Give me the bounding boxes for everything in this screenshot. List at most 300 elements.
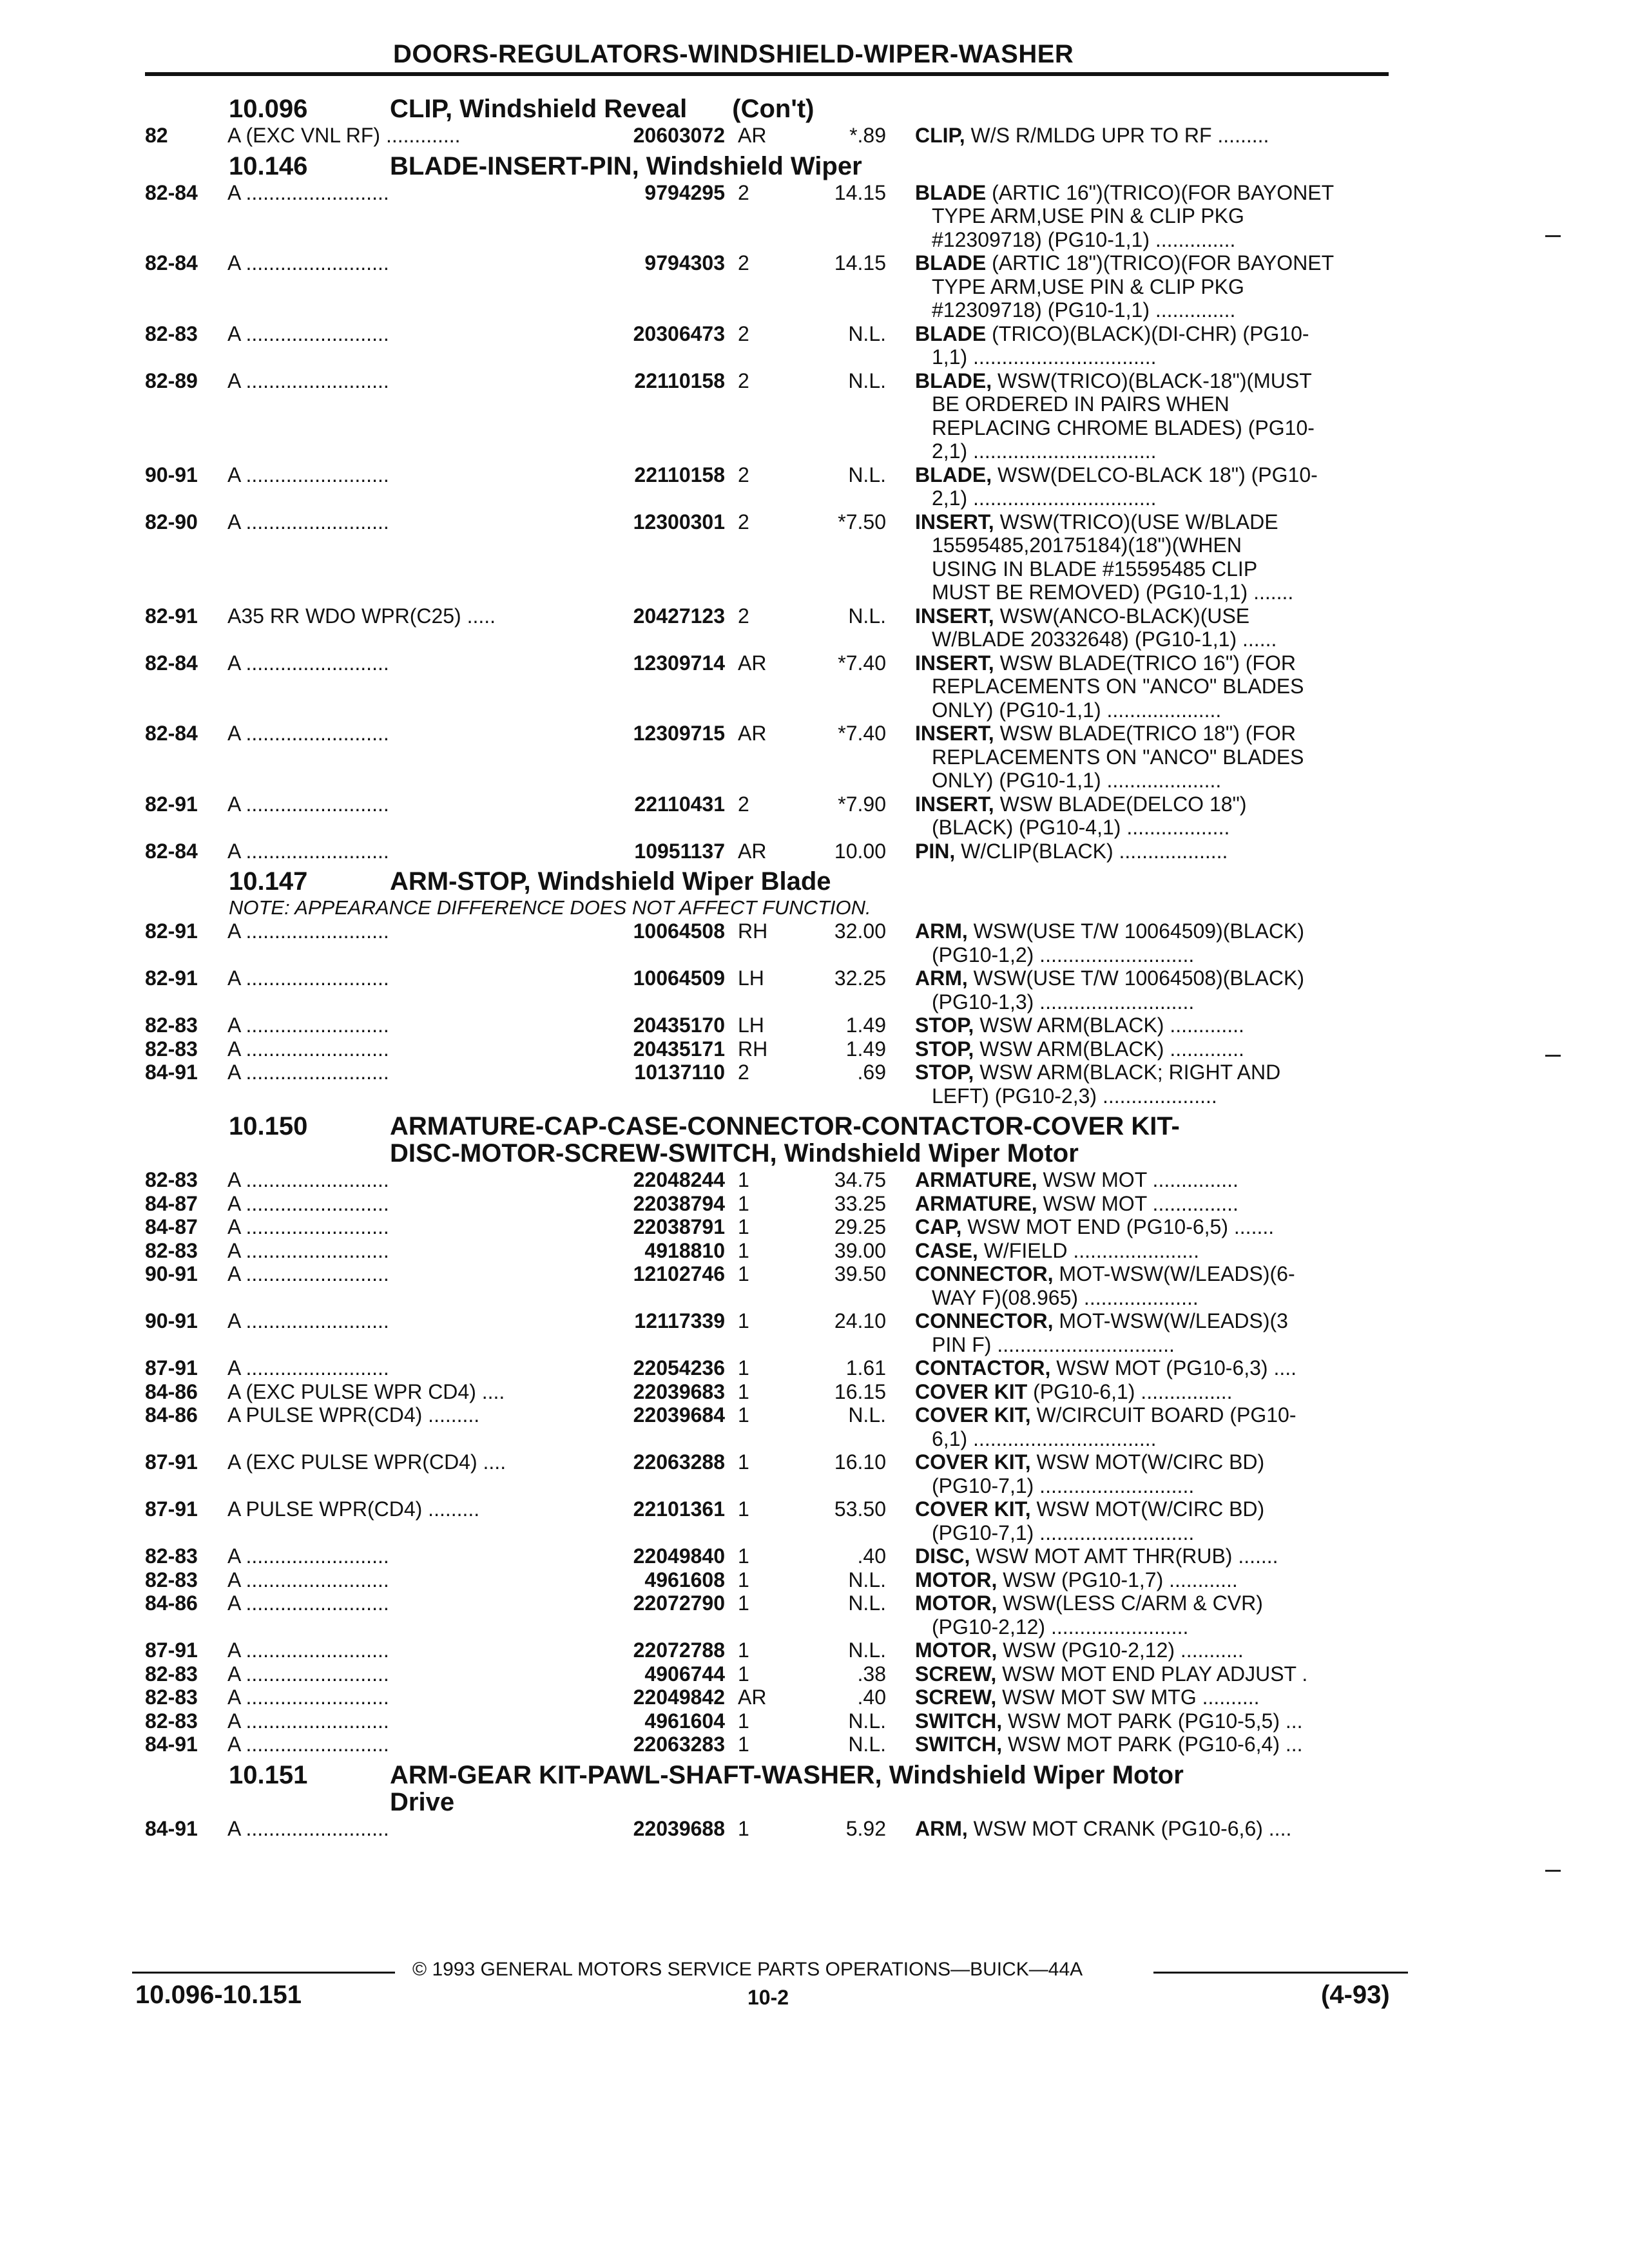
description-line xyxy=(915,1286,1392,1310)
price: 53.50 xyxy=(834,1497,886,1521)
part-row xyxy=(145,1215,1392,1239)
description-text: 2,1) ................................ xyxy=(932,486,1157,510)
part-row xyxy=(145,322,1392,369)
description xyxy=(915,510,1392,604)
part-row xyxy=(145,1544,1392,1568)
application: A ......................... xyxy=(227,1238,389,1262)
application: A ......................... xyxy=(227,966,389,990)
application: A ......................... xyxy=(227,322,389,345)
part-row xyxy=(145,1709,1392,1733)
description xyxy=(915,722,1392,793)
description xyxy=(915,1215,1392,1239)
part-number: 10951137 xyxy=(634,839,725,863)
description-text: WSW MOT PARK (PG10-6,4) ... xyxy=(1002,1733,1303,1756)
quantity: 2 xyxy=(738,180,749,204)
price: 39.00 xyxy=(834,1238,886,1262)
description-line xyxy=(915,1084,1392,1108)
description-text: (PG10-7,1) ........................... xyxy=(932,1521,1195,1544)
part-row xyxy=(145,1733,1392,1756)
section-title-text: ARMATURE-CAP-CASE-CONNECTOR-CONTACTOR-COVER KIT- xyxy=(390,1112,1180,1140)
section-number: 10.096 xyxy=(229,95,308,123)
description-line xyxy=(915,1037,1392,1061)
description-text: W/S R/MLDG UPR TO RF ......... xyxy=(965,124,1269,147)
part-number: 22072790 xyxy=(633,1591,725,1615)
quantity: 2 xyxy=(738,604,749,628)
part-number: 22110431 xyxy=(634,792,725,816)
description-line xyxy=(915,698,1392,722)
description-line xyxy=(915,1733,1392,1756)
description-text: WSW(USE T/W 10064509)(BLACK) xyxy=(967,919,1304,943)
part-row xyxy=(145,510,1392,604)
quantity: 1 xyxy=(738,1662,749,1686)
description-text: (PG10-7,1) ........................... xyxy=(932,1474,1195,1497)
description xyxy=(915,1662,1392,1686)
description-line xyxy=(915,1014,1392,1037)
footer-rule-right xyxy=(1153,1972,1408,1974)
description-text: #12309718) (PG10-1,1) .............. xyxy=(932,227,1236,251)
quantity: LH xyxy=(738,1014,764,1037)
part-row xyxy=(145,1309,1392,1356)
application: A (EXC PULSE WPR(CD4) .... xyxy=(227,1450,506,1474)
part-row xyxy=(145,604,1392,651)
price: 1.49 xyxy=(845,1037,886,1061)
description xyxy=(915,1591,1392,1639)
part-row xyxy=(145,463,1392,510)
price: 16.10 xyxy=(834,1450,886,1474)
description-line xyxy=(915,840,1392,863)
part-number: 22039683 xyxy=(633,1379,725,1403)
description xyxy=(915,1497,1392,1544)
description-line xyxy=(915,966,1392,990)
part-row xyxy=(145,124,1392,148)
parts-list xyxy=(145,90,1392,1840)
part-row xyxy=(145,1239,1392,1263)
part-number: 22038794 xyxy=(633,1191,725,1215)
section-number: 10.150 xyxy=(229,1112,308,1140)
model-years: 82-83 xyxy=(145,322,198,345)
description xyxy=(915,1262,1392,1309)
description-line xyxy=(915,1168,1392,1192)
part-number: 20603072 xyxy=(633,124,725,147)
model-years: 87-91 xyxy=(145,1497,198,1521)
price: 16.15 xyxy=(834,1379,886,1403)
part-number: 22039688 xyxy=(633,1816,725,1840)
description-line xyxy=(915,651,1392,675)
description-keyword: COVER KIT, xyxy=(915,1403,1031,1427)
part-row xyxy=(145,1192,1392,1216)
description-line xyxy=(915,416,1392,440)
description-keyword: CAP, xyxy=(915,1215,962,1238)
price: 1.61 xyxy=(845,1356,886,1379)
description-text: REPLACING CHROME BLADES) (PG10- xyxy=(932,416,1315,439)
quantity: 1 xyxy=(738,1568,749,1591)
model-years: 84-87 xyxy=(145,1191,198,1215)
part-number: 10064508 xyxy=(633,919,725,943)
model-years: 82-83 xyxy=(145,1544,198,1568)
header-rule xyxy=(145,72,1389,76)
description xyxy=(915,1239,1392,1263)
model-years: 82-84 xyxy=(145,651,198,675)
price: 32.00 xyxy=(834,919,886,943)
price: 34.75 xyxy=(834,1168,886,1191)
description xyxy=(915,1037,1392,1061)
description-line xyxy=(915,124,1392,148)
description xyxy=(915,1709,1392,1733)
price: 14.15 xyxy=(834,251,886,274)
quantity: 1 xyxy=(738,1262,749,1285)
description-keyword: INSERT, xyxy=(915,510,994,533)
part-row xyxy=(145,1014,1392,1037)
description-line xyxy=(915,345,1392,369)
description xyxy=(915,793,1392,840)
part-number: 4961608 xyxy=(644,1568,725,1591)
description-keyword: MOTOR, xyxy=(915,1639,998,1662)
description-text: BE ORDERED IN PAIRS WHEN xyxy=(932,392,1229,416)
price: N.L. xyxy=(848,322,886,345)
model-years: 82-83 xyxy=(145,1238,198,1262)
model-years: 82-91 xyxy=(145,919,198,943)
description-line xyxy=(915,1817,1392,1841)
description xyxy=(915,1450,1392,1497)
part-row xyxy=(145,1686,1392,1709)
model-years: 82-83 xyxy=(145,1662,198,1686)
section-title-text: ARM-GEAR KIT-PAWL-SHAFT-WASHER, Windshield Wiper Motor xyxy=(390,1760,1184,1789)
description-line xyxy=(915,439,1392,463)
description-keyword: ARM, xyxy=(915,1816,968,1840)
part-row xyxy=(145,840,1392,863)
margin-tick xyxy=(1545,235,1561,237)
description-keyword: INSERT, xyxy=(915,722,994,745)
application: A ......................... xyxy=(227,180,389,204)
description xyxy=(915,966,1392,1014)
description-keyword: SWITCH, xyxy=(915,1733,1003,1756)
description-keyword: ARMATURE, xyxy=(915,1168,1037,1191)
description-keyword: BLADE xyxy=(915,251,987,274)
description-line xyxy=(915,745,1392,769)
part-row xyxy=(145,793,1392,840)
quantity: 1 xyxy=(738,1709,749,1733)
section-title-text: CLIP, Windshield Reveal xyxy=(390,95,688,123)
description-line xyxy=(915,943,1392,967)
description-keyword: BLADE, xyxy=(915,369,992,392)
description-text: WSW BLADE(DELCO 18") xyxy=(994,792,1247,816)
description-text: WSW MOT(W/CIRC BD) xyxy=(1030,1497,1265,1521)
part-number: 20435170 xyxy=(633,1014,725,1037)
part-number: 12300301 xyxy=(633,510,725,533)
description-line xyxy=(915,228,1392,252)
price: .40 xyxy=(857,1686,886,1709)
description-text: WSW(TRICO)(USE W/BLADE xyxy=(994,510,1278,533)
application: A ......................... xyxy=(227,792,389,816)
part-row xyxy=(145,369,1392,463)
model-years: 90-91 xyxy=(145,1262,198,1285)
description-line xyxy=(915,1615,1392,1639)
description xyxy=(915,369,1392,463)
part-row xyxy=(145,1639,1392,1662)
description-keyword: CLIP, xyxy=(915,124,965,147)
description-text: 6,1) ................................ xyxy=(932,1427,1157,1450)
part-row xyxy=(145,919,1392,966)
description-text: W/CLIP(BLACK) ................... xyxy=(955,839,1228,863)
description-line xyxy=(915,557,1392,581)
quantity: 1 xyxy=(738,1309,749,1332)
part-number: 12102746 xyxy=(633,1262,725,1285)
price: .38 xyxy=(857,1662,886,1686)
description-keyword: INSERT, xyxy=(915,604,994,628)
application: A ......................... xyxy=(227,1014,389,1037)
description-keyword: INSERT, xyxy=(915,651,994,675)
model-years: 84-91 xyxy=(145,1733,198,1756)
model-years: 84-91 xyxy=(145,1061,198,1084)
description-keyword: STOP, xyxy=(915,1037,974,1061)
section-number: 10.147 xyxy=(229,867,308,896)
price: 39.50 xyxy=(834,1262,886,1285)
part-number: 22110158 xyxy=(634,369,725,392)
application: A ......................... xyxy=(227,1191,389,1215)
application: A ......................... xyxy=(227,510,389,533)
price: 33.25 xyxy=(834,1191,886,1215)
part-row xyxy=(145,1380,1392,1404)
quantity: 1 xyxy=(738,1356,749,1379)
footer-copyright: © 1993 GENERAL MOTORS SERVICE PARTS OPERATIONS—BUICK—44A xyxy=(412,1959,1083,1980)
section-title-continuation: DISC-MOTOR-SCREW-SWITCH, Windshield Wiper Motor xyxy=(390,1139,1079,1168)
model-years: 87-91 xyxy=(145,1450,198,1474)
description xyxy=(915,840,1392,863)
description-line xyxy=(915,1521,1392,1545)
description xyxy=(915,124,1392,148)
application: A ......................... xyxy=(227,1037,389,1061)
part-number: 22049842 xyxy=(633,1686,725,1709)
quantity: 1 xyxy=(738,1591,749,1615)
description-line xyxy=(915,1380,1392,1404)
description xyxy=(915,1639,1392,1662)
description-keyword: STOP, xyxy=(915,1014,974,1037)
description-line xyxy=(915,1662,1392,1686)
application: A ......................... xyxy=(227,1816,389,1840)
part-number: 12117339 xyxy=(634,1309,725,1332)
description-keyword: MOTOR, xyxy=(915,1591,998,1615)
description-line xyxy=(915,1403,1392,1427)
description xyxy=(915,1817,1392,1841)
price: N.L. xyxy=(848,1709,886,1733)
part-number: 22101361 xyxy=(633,1497,725,1521)
price: N.L. xyxy=(848,369,886,392)
model-years: 82-83 xyxy=(145,1709,198,1733)
description xyxy=(915,1544,1392,1568)
price: *7.40 xyxy=(838,651,886,675)
quantity: 2 xyxy=(738,1061,749,1084)
quantity: 1 xyxy=(738,1191,749,1215)
description-line xyxy=(915,1061,1392,1084)
description-text: WSW(USE T/W 10064508)(BLACK) xyxy=(967,966,1304,990)
price: N.L. xyxy=(848,463,886,486)
description-text: WSW MOT ............... xyxy=(1037,1191,1239,1215)
part-row xyxy=(145,1168,1392,1192)
description-text: LEFT) (PG10-2,3) .................... xyxy=(932,1084,1217,1108)
price: 10.00 xyxy=(834,839,886,863)
section-title-text: BLADE-INSERT-PIN, Windshield Wiper xyxy=(390,151,862,180)
quantity: RH xyxy=(738,919,768,943)
model-years: 82-83 xyxy=(145,1037,198,1061)
model-years: 90-91 xyxy=(145,1309,198,1332)
model-years: 82-83 xyxy=(145,1014,198,1037)
model-years: 84-86 xyxy=(145,1403,198,1427)
description-line xyxy=(915,392,1392,416)
description-text: WSW MOT END (PG10-6,5) ....... xyxy=(961,1215,1275,1238)
section-number: 10.151 xyxy=(229,1760,308,1789)
description-text: WSW MOT END PLAY ADJUST . xyxy=(996,1662,1308,1686)
application: A ......................... xyxy=(227,651,389,675)
description-text: USING IN BLADE #15595485 CLIP xyxy=(932,557,1258,581)
model-years: 82-84 xyxy=(145,251,198,274)
description-text: REPLACEMENTS ON "ANCO" BLADES xyxy=(932,675,1304,698)
description-keyword: ARMATURE, xyxy=(915,1191,1037,1215)
description-line xyxy=(915,1215,1392,1239)
description-text: TYPE ARM,USE PIN & CLIP PKG xyxy=(932,204,1244,227)
part-number: 20427123 xyxy=(633,604,725,628)
description-text: WSW MOT ............... xyxy=(1037,1168,1239,1191)
part-number: 9794303 xyxy=(644,251,725,274)
application: A ......................... xyxy=(227,251,389,274)
description-text: WAY F)(08.965) .................... xyxy=(932,1285,1199,1309)
part-row xyxy=(145,1403,1392,1450)
part-number: 20435171 xyxy=(633,1037,725,1061)
quantity: 2 xyxy=(738,510,749,533)
description-keyword: BLADE xyxy=(915,322,987,345)
application: A (EXC PULSE WPR CD4) .... xyxy=(227,1379,505,1403)
description-line xyxy=(915,1591,1392,1615)
part-row xyxy=(145,1037,1392,1061)
part-row xyxy=(145,1061,1392,1108)
price: *7.50 xyxy=(838,510,886,533)
description-text: WSW(DELCO-BLACK 18") (PG10- xyxy=(992,463,1318,486)
part-number: 4961604 xyxy=(644,1709,725,1733)
section-heading xyxy=(145,148,1392,181)
description-text: W/FIELD ...................... xyxy=(978,1238,1199,1262)
model-years: 82-83 xyxy=(145,1686,198,1709)
description-keyword: STOP, xyxy=(915,1061,974,1084)
description-line xyxy=(915,604,1392,628)
description-line xyxy=(915,204,1392,228)
description xyxy=(915,322,1392,369)
part-row xyxy=(145,1591,1392,1639)
quantity: 1 xyxy=(738,1497,749,1521)
price: N.L. xyxy=(848,604,886,628)
part-number: 22072788 xyxy=(633,1639,725,1662)
description-keyword: CONNECTOR, xyxy=(915,1262,1054,1285)
part-row xyxy=(145,251,1392,322)
part-row xyxy=(145,1450,1392,1497)
price: N.L. xyxy=(848,1733,886,1756)
application: A ......................... xyxy=(227,1309,389,1332)
description-keyword: ARM, xyxy=(915,966,968,990)
description-text: WSW MOT PARK (PG10-5,5) ... xyxy=(1002,1709,1303,1733)
description-text: WSW MOT AMT THR(RUB) ....... xyxy=(970,1544,1278,1568)
description-text: (ARTIC 16")(TRICO)(FOR BAYONET xyxy=(986,180,1335,204)
description-line xyxy=(915,1333,1392,1357)
application: A35 RR WDO WPR(C25) ..... xyxy=(227,604,496,628)
section-title xyxy=(390,1113,1392,1140)
description xyxy=(915,1192,1392,1216)
quantity: 1 xyxy=(738,1816,749,1840)
description-text: W/BLADE 20332648) (PG10-1,1) ...... xyxy=(932,628,1277,651)
part-number: 22063283 xyxy=(633,1733,725,1756)
section-title xyxy=(390,153,1392,180)
application: A ......................... xyxy=(227,1215,389,1238)
description-keyword: SCREW, xyxy=(915,1686,997,1709)
model-years: 82-89 xyxy=(145,369,198,392)
part-number: 12309714 xyxy=(633,651,725,675)
application: A PULSE WPR(CD4) ......... xyxy=(227,1403,480,1427)
quantity: AR xyxy=(738,1686,767,1709)
quantity: AR xyxy=(738,839,767,863)
part-row xyxy=(145,651,1392,722)
description-line xyxy=(915,486,1392,510)
part-number: 12309715 xyxy=(633,722,725,745)
part-number: 10137110 xyxy=(634,1061,725,1084)
description-line xyxy=(915,675,1392,698)
footer-page-number: 10-2 xyxy=(747,1986,789,2009)
quantity: 2 xyxy=(738,792,749,816)
description-line xyxy=(915,722,1392,745)
description-text: (BLACK) (PG10-4,1) .................. xyxy=(932,816,1230,839)
price: N.L. xyxy=(848,1568,886,1591)
description-text: WSW(LESS C/ARM & CVR) xyxy=(997,1591,1263,1615)
model-years: 82 xyxy=(145,124,168,147)
description xyxy=(915,1568,1392,1592)
model-years: 82-91 xyxy=(145,792,198,816)
description-text: WSW ARM(BLACK) ............. xyxy=(974,1014,1244,1037)
description-line xyxy=(915,1639,1392,1662)
section-heading xyxy=(145,90,1392,124)
part-row xyxy=(145,1817,1392,1841)
price: *7.90 xyxy=(838,792,886,816)
description-text: (PG10-1,3) ........................... xyxy=(932,990,1195,1014)
part-row xyxy=(145,1497,1392,1544)
description xyxy=(915,604,1392,651)
description-text: (PG10-6,1) ................ xyxy=(1027,1379,1233,1403)
part-row xyxy=(145,1262,1392,1309)
description-line xyxy=(915,1427,1392,1451)
part-number: 22039684 xyxy=(633,1403,725,1427)
description xyxy=(915,1014,1392,1037)
price: 1.49 xyxy=(845,1014,886,1037)
description-line xyxy=(915,298,1392,322)
section-heading xyxy=(145,863,1392,896)
part-number: 22049840 xyxy=(633,1544,725,1568)
description-line xyxy=(915,919,1392,943)
description-keyword: BLADE, xyxy=(915,463,992,486)
description xyxy=(915,463,1392,510)
quantity: 1 xyxy=(738,1215,749,1238)
description-text: 1,1) ................................ xyxy=(932,345,1157,369)
quantity: AR xyxy=(738,651,767,675)
description-text: WSW MOT (PG10-6,3) .... xyxy=(1050,1356,1297,1379)
price: 5.92 xyxy=(845,1816,886,1840)
application: A ......................... xyxy=(227,919,389,943)
description-text: (TRICO)(BLACK)(DI-CHR) (PG10- xyxy=(986,322,1309,345)
quantity: 1 xyxy=(738,1168,749,1191)
part-row xyxy=(145,181,1392,252)
price: N.L. xyxy=(848,1639,886,1662)
footer-section-range: 10.096-10.151 xyxy=(135,1981,302,2009)
description-line xyxy=(915,1192,1392,1216)
description-keyword: ARM, xyxy=(915,919,968,943)
part-number: 9794295 xyxy=(644,180,725,204)
description-line xyxy=(915,1450,1392,1474)
footer-rule-left xyxy=(132,1972,395,1974)
price: .69 xyxy=(857,1061,886,1084)
